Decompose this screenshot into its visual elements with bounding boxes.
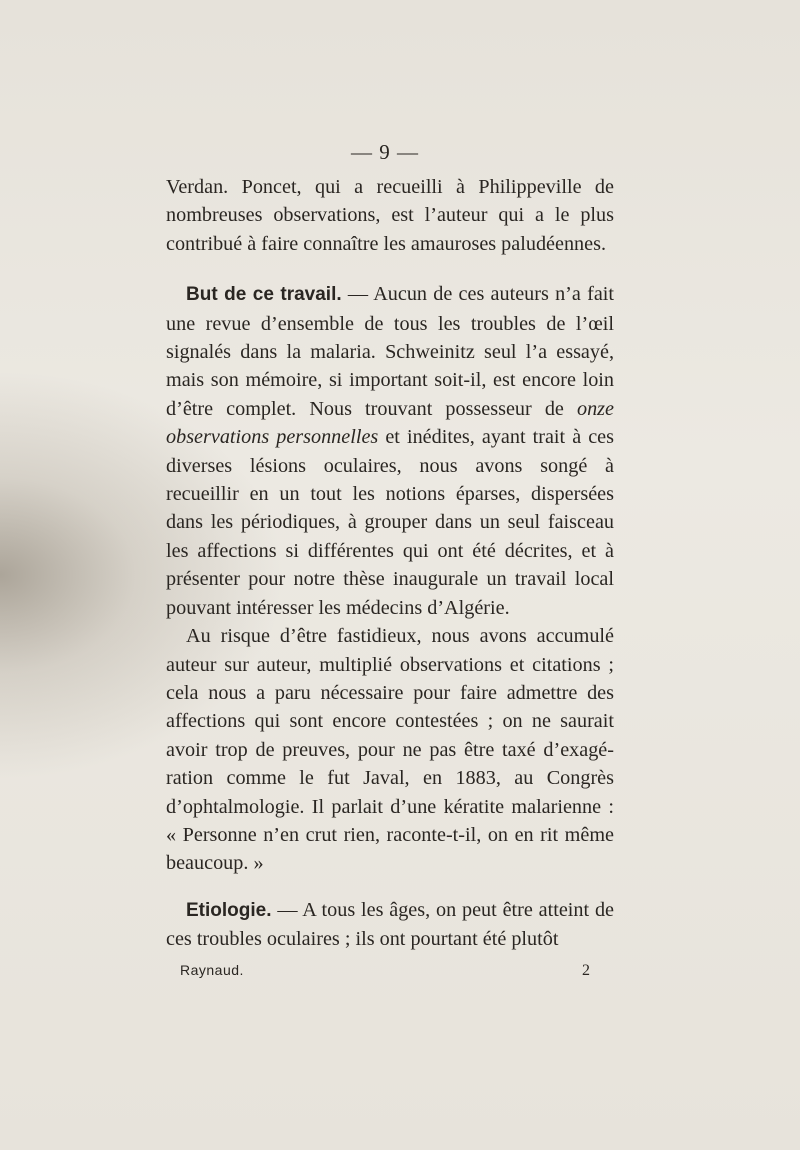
paragraph-etiologie-text: — A tous les âges, on peut être atteint de ces troubles oculaires ; ils ont pourtant été plutôt xyxy=(166,898,614,951)
paragraph-verdan-text: Verdan. Poncet, qui a recueilli à Philippeville de nombreuses observations, est l’auteur qui a le plus contribué à faire connaître les amauroses paludéennes. xyxy=(166,176,614,255)
section-heading-etiologie: Etiologie. xyxy=(186,899,272,921)
italic-phrase: onze observations personnelles xyxy=(166,397,614,449)
paragraph-but-de-ce-travail xyxy=(166,280,614,622)
signature-line xyxy=(166,956,614,985)
paragraph-verdan xyxy=(166,173,614,258)
sheet-number: 2 xyxy=(582,961,590,979)
printer-signature: Raynaud. xyxy=(180,961,244,978)
page-number: — 9 — xyxy=(351,140,419,164)
paragraph-text-before-italic: — Aucun de ces auteurs n’a fait une revue d’ensemble de tous les troubles de l’œil signalés dans la malaria. Schweinitz seul l’a essayé, mais son mémoire, si important soit-il, est encore loin d’être complet. Nous trouvant possesseur de xyxy=(166,283,614,420)
paragraph-au-risque xyxy=(166,622,614,878)
paragraph-etiologie xyxy=(166,896,614,954)
paragraph-au-risque-text: Au risque d’être fastidieux, nous avons accumulé auteur sur auteur, multiplié observations et citations ; cela nous a paru nécessaire pour faire admettre des affections qui sont encore contestées ; on ne saurait avoir trop de preuves, pour ne pas être taxé d’exagération comme le fut Javal, en 1883, au Congrès d’ophtalmologie. Il parlait d’une kératite malarienne : « Personne n’en crut rien, raconte-t-il, on en rit même beaucoup. » xyxy=(166,625,614,875)
paragraph-text-after-italic: et inédites, ayant trait à ces diverses lésions oculaires, nous avons songé à recueillir en un tout les notions éparses, dispersées dans les périodiques, à grouper dans un seul faisceau les affections si différentes qui ont été décrites, et à présenter pour notre thèse inaugurale un travail local pouvant intéresser les médecins d’Algérie. xyxy=(166,426,614,619)
section-heading-but: But de ce travail. xyxy=(186,284,342,306)
body-text xyxy=(166,173,614,985)
